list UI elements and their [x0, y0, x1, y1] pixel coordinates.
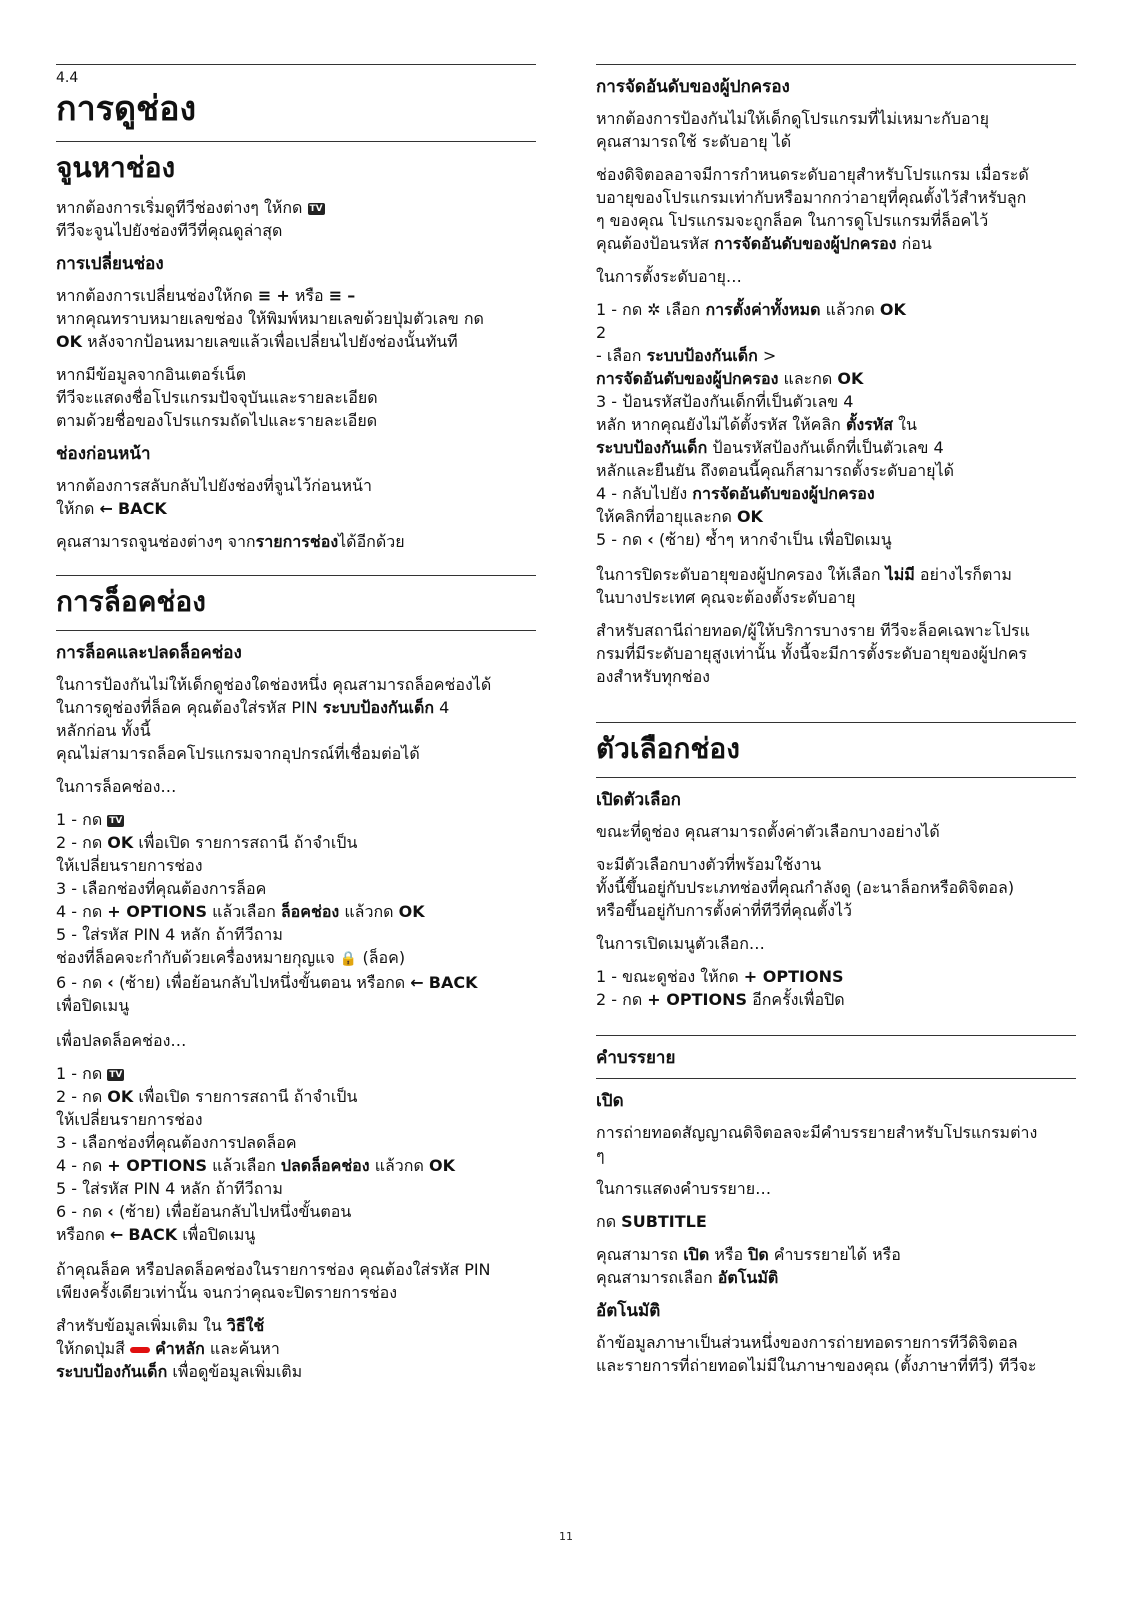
heading-subtitles-auto: อัตโนมัติ: [596, 1301, 661, 1321]
paragraph: ถ้าข้อมูลภาษาเป็นส่วนหนึ่งของการถ่ายทอดรายการทีวีดิจิตอล และรายการที่ถ่ายทอดไม่มีในภาษาของคุณ (ตั้งภาษาที่ทีวี) ทีวีจะ: [596, 1333, 1037, 1375]
list-item: 2 - กด OK เพื่อเปิด รายการสถานี ถ้าจำเป็น ให้เปลี่ยนรายการช่อง: [56, 833, 358, 875]
paragraph: ในการล็อคช่อง…: [56, 777, 177, 796]
heading-parental-rating: การจัดอันดับของผู้ปกครอง: [596, 77, 790, 97]
divider: [596, 722, 1076, 723]
divider: [56, 141, 536, 142]
paragraph: การถ่ายทอดสัญญาณดิจิตอลจะมีคำบรรยายสำหรับโปรแกรมต่าง ๆ: [596, 1123, 1038, 1165]
paragraph: ในการปิดระดับอายุของผู้ปกครอง ให้เลือก ไม่มี อย่างไรก็ตาม ในบางประเทศ คุณจะต้องตั้งระดับอายุ: [596, 565, 1012, 607]
lock-icon: 🔒: [339, 951, 358, 967]
list-item: 5 - กด ‹ (ซ้าย) ซ้ำๆ หากจำเป็น เพื่อปิดเมนู: [596, 530, 892, 549]
list-item: 4 - กลับไปยัง การจัดอันดับของผู้ปกครอง ให้คลิกที่อายุและกด OK: [596, 484, 875, 526]
paragraph: ถ้าคุณล็อค หรือปลดล็อคช่องในรายการช่อง คุณต้องใส่รหัส PIN เพียงครั้งเดียวเท่านั้น จนกว่าคุณจะปิดรายการช่อง: [56, 1260, 491, 1302]
divider: [596, 1078, 1076, 1079]
list-item: 6 - กด ‹ (ซ้าย) เพื่อย้อนกลับไปหนึ่งขั้นตอน หรือกด ← BACK เพื่อปิดเมนู: [56, 1202, 352, 1244]
tv-icon: TV: [109, 815, 123, 826]
paragraph: คุณสามารถ เปิด หรือ ปิด คำบรรยายได้ หรือ คุณสามารถเลือก อัตโนมัติ: [596, 1245, 901, 1287]
list-item: 3 - เลือกช่องที่คุณต้องการปลดล็อค: [56, 1133, 297, 1152]
list-item: 2 - กด + OPTIONS อีกครั้งเพื่อปิด: [596, 990, 845, 1009]
heading-find-channel: จูนหาช่อง: [56, 151, 176, 184]
paragraph: ในการตั้งระดับอายุ…: [596, 267, 742, 286]
divider: [56, 575, 536, 576]
heading-previous-channel: ช่องก่อนหน้า: [56, 444, 151, 464]
options-steps: [596, 965, 1076, 1011]
paragraph: สำหรับสถานีถ่ายทอด/ผู้ให้บริการบางราย ทีวีจะล็อคเฉพาะโปรแ กรมที่มีระดับอายุสูงเท่านั้น ทั้งนี้จะมีการตั้งระดับอายุของผู้ปกคร องสำหรับทุกช่อง: [596, 621, 1030, 686]
heading-switch-channel: การเปลี่ยนช่อง: [56, 254, 164, 274]
heading-open-options: เปิดตัวเลือก: [596, 790, 681, 810]
paragraph: กด SUBTITLE: [596, 1212, 707, 1231]
divider: [56, 64, 536, 65]
list-item: 5 - ใส่รหัส PIN 4 หลัก ถ้าทีวีถาม: [56, 1179, 283, 1198]
heading-lock-channel: การล็อคช่อง: [56, 585, 206, 618]
paragraph: สำหรับข้อมูลเพิ่มเติม ใน วิธีใช้ ให้กดปุ่มสี คำหลัก และค้นหา ระบบป้องกันเด็ก เพื่อดูข้อมูลเพิ่มเติม: [56, 1316, 303, 1381]
divider: [596, 1035, 1076, 1036]
divider: [56, 630, 536, 631]
paragraph: คุณสามารถจูนช่องต่างๆ จากรายการช่องได้อีกด้วย: [56, 532, 405, 551]
paragraph: ช่องดิจิตอลอาจมีการกำหนดระดับอายุสำหรับโปรแกรม เมื่อระดั บอายุของโปรแกรมเท่ากับหรือมากกว่าอายุที่คุณตั้งไว้สำหรับลูก ๆ ของคุณ โปรแกรมจะถูกล็อค ในการดูโปรแกรมที่ล็อคไว้ คุณต้องป้อนรหัส การจัดอันดับของผู้ปกครอง ก่อน: [596, 165, 1029, 253]
list-item: 3 - ป้อนรหัสป้องกันเด็กที่เป็นตัวเลข 4 หลัก หากคุณยังไม่ได้ตั้งรหัส ให้คลิก ตั้งรหัส ใน ระบบป้องกันเด็ก ป้อนรหัสป้องกันเด็กที่เป็นตัวเลข 4 หลักและยืนยัน ถึงตอนนี้คุณก็สามารถตั้งระดับอายุได้: [596, 392, 954, 480]
chevron-left-icon: ‹: [647, 530, 654, 549]
paragraph: เพื่อปลดล็อคช่อง…: [56, 1031, 187, 1050]
list-item: 6 - กด ‹ (ซ้าย) เพื่อย้อนกลับไปหนึ่งขั้นตอน หรือกด ← BACK เพื่อปิดเมนู: [56, 973, 478, 1015]
list-item: 4 - กด + OPTIONS แล้วเลือก ล็อคช่อง แล้วกด OK: [56, 902, 425, 921]
paragraph: หากมีข้อมูลจากอินเตอร์เน็ต ทีวีจะแสดงชื่อโปรแกรมปัจจุบันและรายละเอียด ตามด้วยชื่อของโปรแกรมถัดไปและรายละเอียด: [56, 365, 378, 430]
list-item: 5 - ใส่รหัส PIN 4 หลัก ถ้าทีวีถาม ช่องที่ล็อคจะกำกับด้วยเครื่องหมายกุญแจ 🔒 (ล็อค): [56, 923, 536, 971]
back-arrow-icon: ←: [410, 973, 424, 992]
page-title: การดูช่อง: [56, 89, 197, 129]
divider: [596, 777, 1076, 778]
paragraph: หากต้องการสลับกลับไปยังช่องที่จูนไว้ก่อนหน้า ให้กด ← BACK: [56, 476, 372, 518]
list-item: 1 - ขณะดูช่อง ให้กด + OPTIONS: [596, 967, 844, 986]
section-number: 4.4: [56, 70, 79, 86]
chevron-left-icon: ‹: [107, 1202, 114, 1221]
tv-icon: TV: [309, 203, 323, 214]
list-item: 3 - เลือกช่องที่คุณต้องการล็อค: [56, 879, 267, 898]
settings-gear-icon: ✲: [647, 300, 661, 319]
rating-steps: [596, 298, 1076, 551]
right-column: [596, 64, 1076, 1387]
lock-steps: [56, 808, 536, 1017]
heading-subtitles: คำบรรยาย: [596, 1048, 676, 1068]
channel-list-icon: ≡: [257, 286, 272, 305]
minus-icon: –: [347, 286, 356, 305]
paragraph: ขณะที่ดูช่อง คุณสามารถตั้งค่าตัวเลือกบางอย่างได้: [596, 822, 940, 841]
page-number: 11: [559, 1530, 573, 1543]
red-color-key-icon: [130, 1347, 150, 1353]
plus-icon: +: [276, 286, 290, 305]
unlock-steps: [56, 1062, 536, 1246]
paragraph: หากต้องการป้องกันไม่ให้เด็กดูโปรแกรมที่ไม่เหมาะกับอายุ คุณสามารถใช้ ระดับอายุ ได้: [596, 109, 989, 151]
paragraph: จะมีตัวเลือกบางตัวที่พร้อมใช้งาน ทั้งนี้ขึ้นอยู่กับประเภทช่องที่คุณกำลังดู (อะนาล็อกหรือดิจิตอล) หรือขึ้นอยู่กับการตั้งค่าที่ทีวีที่คุณตั้งไว้: [596, 855, 1015, 920]
list-item: 2 - กด OK เพื่อเปิด รายการสถานี ถ้าจำเป็น ให้เปลี่ยนรายการช่อง: [56, 1087, 358, 1129]
back-arrow-icon: ←: [99, 499, 113, 518]
paragraph: หากต้องการเปลี่ยนช่องให้กด ≡ + หรือ ≡ – หากคุณทราบหมายเลขช่อง ให้พิมพ์หมายเลขด้วยปุ่มตัวเลข กด OK หลังจากป้อนหมายเลขแล้วเพื่อเปลี่ยนไปยังช่องนั้นทันที: [56, 286, 484, 351]
paragraph: ในการแสดงคำบรรยาย…: [596, 1179, 772, 1198]
list-item: 1 - กด TV: [56, 810, 123, 829]
divider: [596, 64, 1076, 65]
left-column: [56, 64, 536, 1393]
paragraph: ในการเปิดเมนูตัวเลือก…: [596, 934, 765, 953]
paragraph: ในการป้องกันไม่ให้เด็กดูช่องใดช่องหนึ่ง คุณสามารถล็อคช่องได้ ในการดูช่องที่ล็อค คุณต้องใส่รหัส PIN ระบบป้องกันเด็ก 4 หลักก่อน ทั้งนี้ คุณไม่สามารถล็อคโปรแกรมจากอุปกรณ์ที่เชื่อมต่อได้: [56, 675, 492, 763]
chevron-left-icon: ‹: [107, 973, 114, 992]
list-item: 2 - เลือก ระบบป้องกันเด็ก > การจัดอันดับของผู้ปกครอง และกด OK: [596, 323, 864, 388]
list-item: 1 - กด TV: [56, 1064, 123, 1083]
heading-subtitles-on: เปิด: [596, 1091, 624, 1111]
paragraph: หากต้องการเริ่มดูทีวีช่องต่างๆ ให้กด TV ทีวีจะจูนไปยังช่องทีวีที่คุณดูล่าสุด: [56, 198, 323, 240]
back-arrow-icon: ←: [109, 1225, 124, 1244]
heading-channel-options: ตัวเลือกช่อง: [596, 732, 740, 765]
list-item: 4 - กด + OPTIONS แล้วเลือก ปลดล็อคช่อง แล้วกด OK: [56, 1156, 455, 1175]
heading-lock-unlock: การล็อคและปลดล็อคช่อง: [56, 643, 242, 663]
channel-list-icon: ≡: [328, 286, 343, 305]
list-item: 1 - กด ✲ เลือก การตั้งค่าทั้งหมด แล้วกด OK: [596, 300, 906, 319]
tv-icon: TV: [109, 1069, 123, 1080]
